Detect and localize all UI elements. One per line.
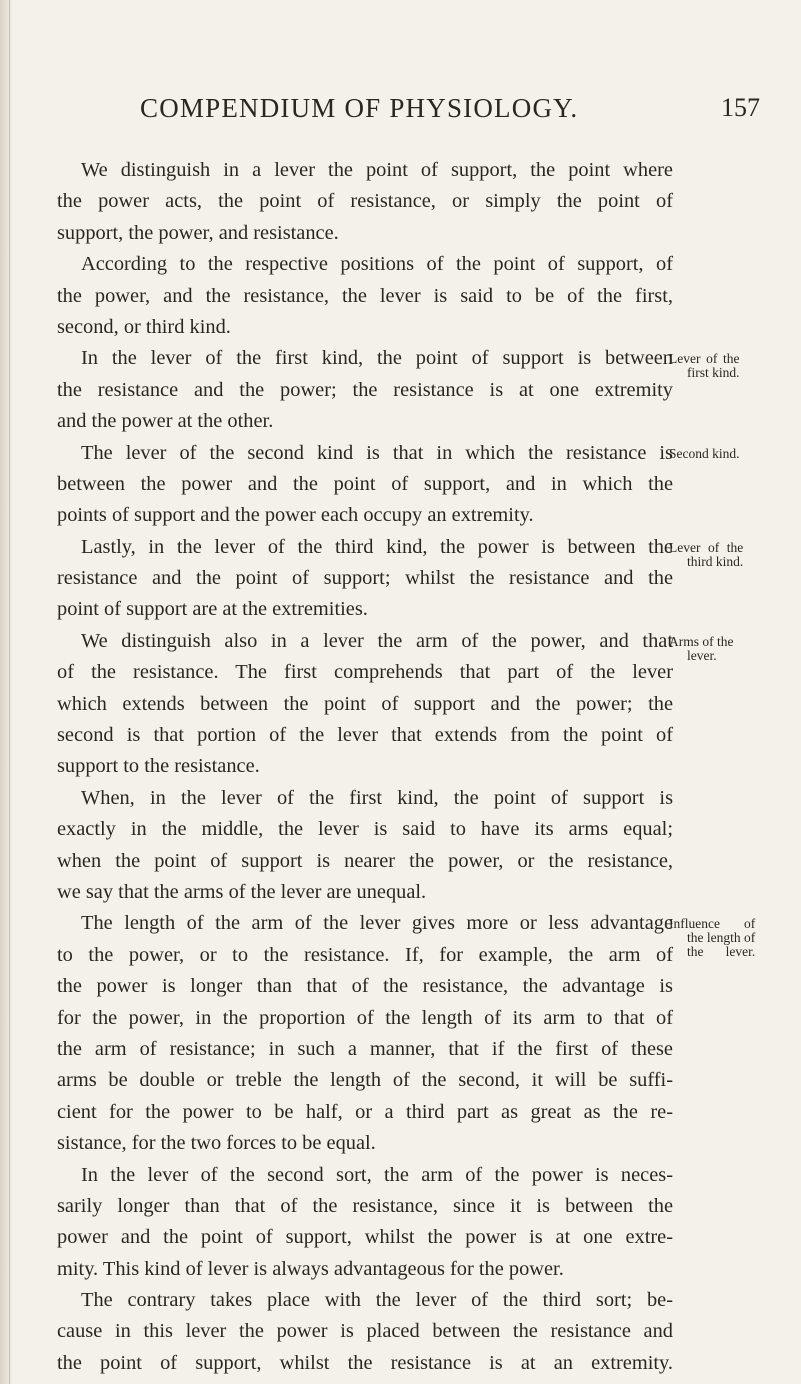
text-line: cause in this lever the power is placed between the resistance and	[57, 1320, 673, 1343]
margin-note-first-kind	[669, 352, 740, 380]
text-line: second, or third kind.	[57, 315, 231, 338]
margin-note-second-kind	[669, 447, 740, 461]
margin-note-third-kind	[669, 541, 743, 569]
text-line: resistance and the point of support; whilst the resistance and the	[57, 567, 673, 590]
page-body	[57, 155, 756, 1379]
text-line: when the point of support is nearer the power, or the resistance,	[57, 849, 673, 872]
margin-note-influence	[669, 917, 755, 959]
text-line: exactly in the middle, the lever is said to have its arms equal;	[57, 818, 673, 841]
text-line: the point of support, whilst the resistance is at an extremity.	[57, 1351, 673, 1374]
text-line: the power, and the resistance, the lever is said to be of the first,	[57, 284, 673, 307]
text-line: In the lever of the second sort, the arm of the power is neces-	[81, 1163, 673, 1186]
text-line: cient for the power to be half, or a third part as great as the re-	[57, 1100, 673, 1123]
margin-note-line: the length of	[687, 930, 756, 946]
margin-note-line: Arms of the	[669, 633, 734, 649]
text-line: The contrary takes place with the lever of the third sort; be-	[81, 1289, 673, 1312]
text-line: According to the respective positions of the point of support, of	[81, 253, 673, 276]
text-line: points of support and the power each occupy an extremity.	[57, 504, 534, 527]
text-line: which extends between the point of support and the power; the	[57, 692, 673, 715]
text-line: power and the point of support, whilst the power is at one extre-	[57, 1226, 673, 1249]
text-line: sistance, for the two forces to be equal.	[57, 1132, 376, 1155]
margin-note-line: third kind.	[687, 553, 744, 569]
text-line: We distinguish in a lever the point of support, the point where	[81, 159, 673, 181]
text-line: to the power, or to the resistance. If, for example, the arm of	[57, 943, 673, 966]
page-header	[140, 93, 760, 133]
text-line: support, the power, and resistance.	[57, 221, 339, 244]
text-line: the resistance and the power; the resistance is at one extremity	[57, 378, 673, 401]
margin-note-line: Lever of the	[669, 539, 744, 555]
text-line: point of support are at the extremities.	[57, 598, 368, 621]
text-line: the power is longer than that of the resistance, the advantage is	[57, 975, 673, 998]
text-line: for the power, in the proportion of the length of its arm to that of	[57, 1006, 673, 1029]
text-line: we say that the arms of the lever are unequal.	[57, 880, 427, 903]
text-line	[57, 438, 740, 469]
margin-note-line: Lever of the	[669, 351, 740, 367]
text-line-content: In the lever of the first kind, the point of support is between	[81, 347, 673, 370]
text-line: sarily longer than that of the resistance, since it is between the	[57, 1194, 673, 1217]
text-line: When, in the lever of the first kind, the point of support is	[81, 786, 673, 809]
text-line-content: Lastly, in the lever of the third kind, the power is between the	[81, 535, 673, 558]
text-line	[57, 626, 734, 663]
margin-note-line: lever.	[687, 647, 717, 663]
text-line: between the power and the point of support, and in which the	[57, 472, 673, 495]
margin-note-line: Second kind.	[669, 445, 740, 461]
text-line: arms be double or treble the length of the second, it will be suffi-	[57, 1069, 673, 1092]
text-line: the arm of resistance; in such a manner, that if the first of these	[57, 1037, 673, 1060]
text-line-content: The lever of the second kind is that in which the resistance is	[81, 441, 673, 464]
text-line: support to the resistance.	[57, 755, 260, 778]
text-line	[57, 532, 744, 569]
margin-note-line: the lever.	[687, 944, 756, 960]
running-head: COMPENDIUM OF PHYSIOLOGY.	[140, 93, 579, 123]
margin-note-line: first kind.	[687, 365, 740, 381]
text-line-content: We distinguish also in a lever the arm of the power, and that	[81, 629, 673, 652]
text-line: of the resistance. The first comprehends that part of the lever	[57, 661, 673, 684]
page-number: 157	[721, 93, 760, 122]
text-line: the power acts, the point of resistance, or simply the point of	[57, 190, 673, 213]
text-line: and the power at the other.	[57, 410, 274, 433]
margin-note-line: Influence of	[669, 916, 756, 932]
text-line	[57, 343, 740, 381]
text-line: mity. This kind of lever is always advantageous for the power.	[57, 1257, 564, 1280]
margin-note-arms	[669, 635, 734, 663]
page-edge-line	[9, 0, 10, 1384]
page-edge-shadow	[0, 0, 14, 1384]
text-line-content: The length of the arm of the lever gives more or less advantage	[81, 912, 673, 935]
text-line: second is that portion of the lever that extends from the point of	[57, 724, 673, 747]
